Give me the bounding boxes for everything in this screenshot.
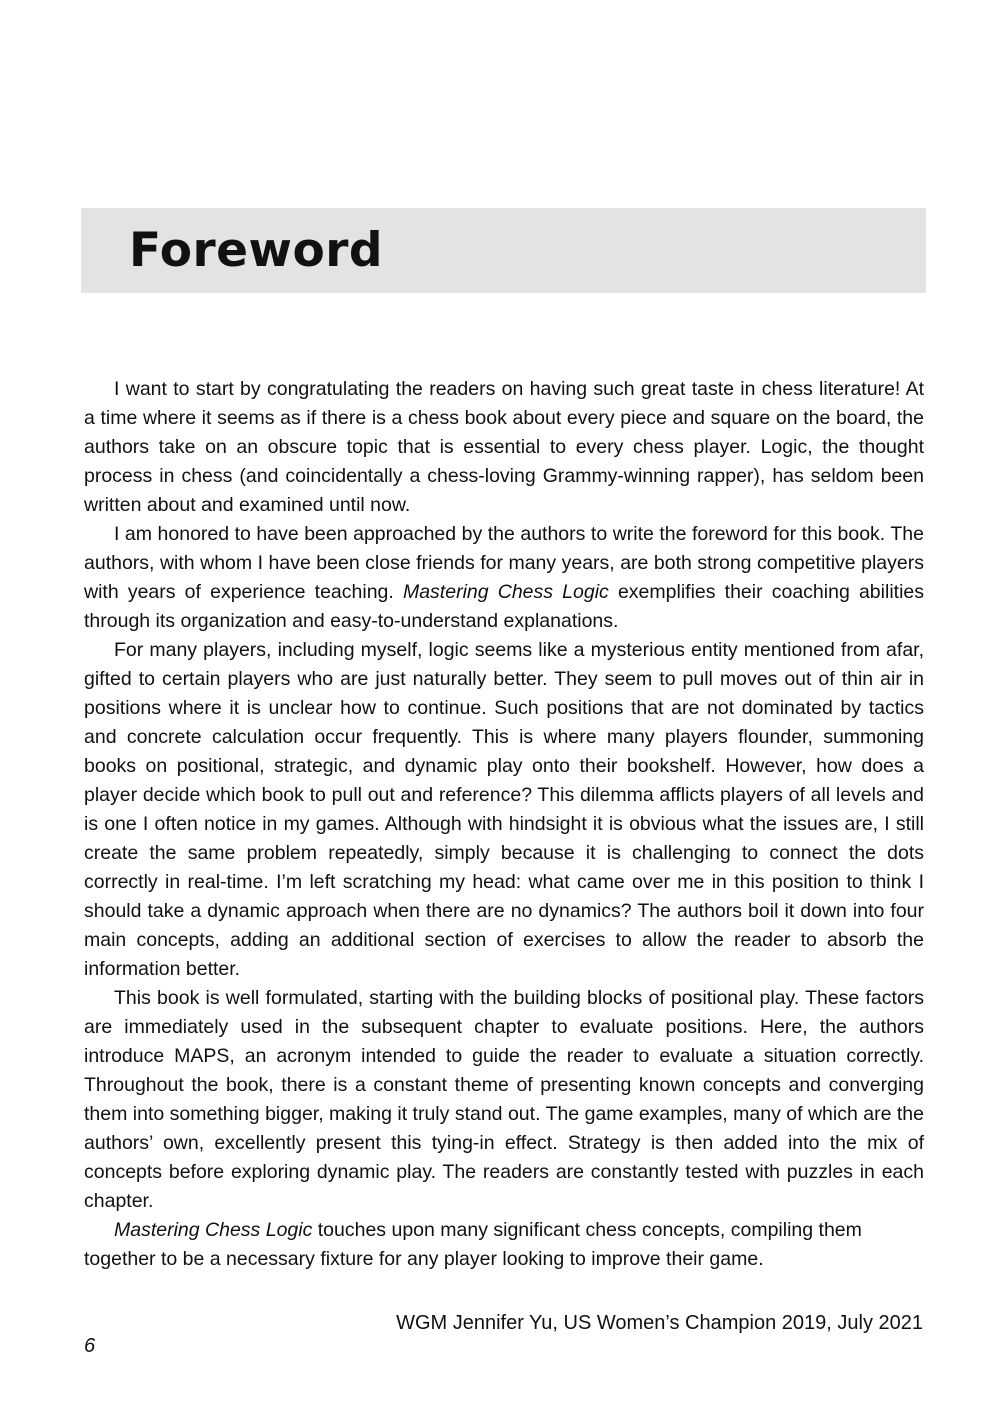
paragraph xyxy=(84,1216,924,1274)
paragraph xyxy=(84,375,924,520)
paragraph-text: I am honored to have been approached by the authors to write the foreword for this book. The authors, with whom I have been close friends for many years, are both strong competitive players with years of experience teaching. xyxy=(84,523,924,603)
paragraph-text: For many players, including myself, logic seems like a mysterious entity mentioned from afar, gifted to certain players who are just naturally better. They seem to pull moves out of thin air in positions where it is unclear how to continue. Such positions that are not dominated by tactics and concrete calculation occur frequently. This is where many players flounder, summoning books on positional, strategic, and dynamic play onto their bookshelf. However, how does a player decide which book to pull out and reference? This dilemma afflicts players of all levels and is one I often notice in my games. Although with hindsight it is obvious what the issues are, I still create the same problem repeatedly, simply because it is challenging to connect the dots correctly in real-time. I’m left scratching my head: what came over me in this position to think I should take a dynamic approach when there are no dynamics? The authors boil it down into four main concepts, adding an additional section of exercises to allow the reader to absorb the information better. xyxy=(84,639,924,980)
page-number: 6 xyxy=(84,1335,96,1357)
book-title-italic: Mastering Chess Logic xyxy=(402,581,609,603)
foreword-body xyxy=(84,375,924,1274)
paragraph-text: touches upon many significant chess concepts, compiling them together to be a necessary fixture for any player looking to improve their game. xyxy=(84,1219,862,1270)
chapter-title-band xyxy=(81,208,926,293)
paragraph-text: This book is well formulated, starting with the building blocks of positional play. These factors are immediately used in the subsequent chapter to evaluate positions. Here, the authors introduce MAPS, an acronym intended to guide the reader to evaluate a situation correctly. Throughout the book, there is a constant theme of presenting known concepts and converging them into something bigger, making it truly stand out. The game examples, many of which are the authors’ own, excellently present this tying-in effect. Strategy is then added into the mix of concepts before exploring dynamic play. The readers are constantly tested with puzzles in each chapter. xyxy=(84,987,924,1212)
paragraph-text: exemplifies their coaching abilities through its organization and easy-to-understand explanations. xyxy=(84,581,924,632)
book-title-italic: Mastering Chess Logic xyxy=(114,1219,313,1241)
paragraph xyxy=(84,636,924,984)
paragraph xyxy=(84,520,924,636)
chapter-title: Foreword xyxy=(129,223,384,278)
paragraph-text: I want to start by congratulating the readers on having such great taste in chess literature! At a time where it seems as if there is a chess book about every piece and square on the board, the authors take on an obscure topic that is essential to every chess player. Logic, the thought process in chess (and coincidentally a chess-loving Grammy-winning rapper), has seldom been written about and examined until now. xyxy=(84,378,924,516)
paragraph xyxy=(84,984,924,1216)
author-signature: WGM Jennifer Yu, US Women’s Champion 2019, July 2021 xyxy=(396,1312,923,1334)
